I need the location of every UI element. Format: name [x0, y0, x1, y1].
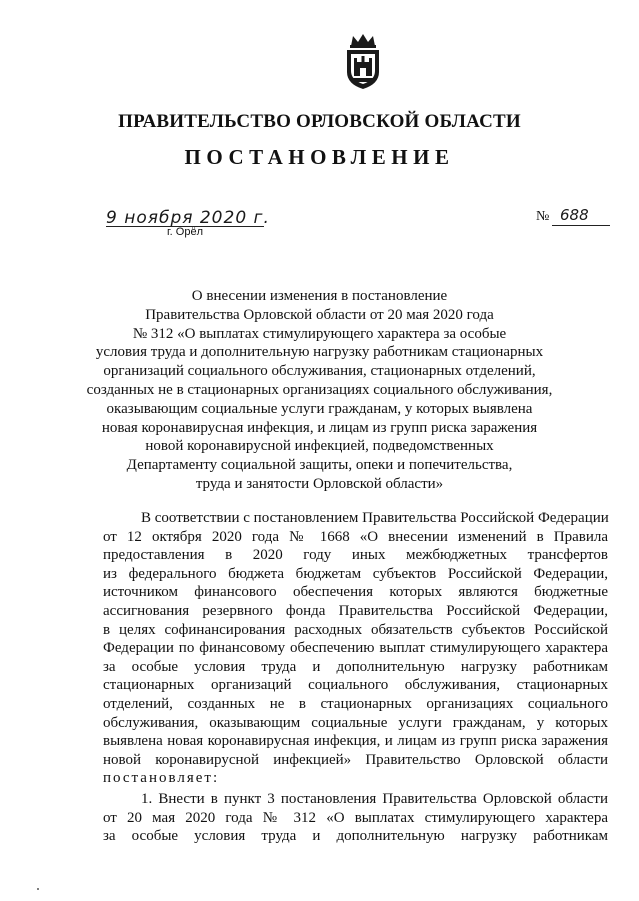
preamble-paragraph [103, 509, 608, 788]
subject-line: оказывающим социальные услуги гражданам, у которых выявлена [106, 400, 533, 417]
subject-line: труда и занятости Орловской области» [195, 475, 444, 492]
preamble-line: предоставления в 2020 году иных межбюджетных трансфертов [103, 547, 608, 564]
preamble-line: стационарных организаций социального обслуживания, стационарных [103, 677, 608, 694]
preamble-line: ассигнования резервного фонда Правительства Российской Федерации, [103, 602, 608, 619]
preamble-line: за особые условия труда и дополнительную нагрузку работникам [103, 658, 608, 675]
item-line: за особые условия труда и дополнительную нагрузку работникам [103, 828, 608, 845]
document-type: ПОСТАНОВЛЕНИЕ [184, 145, 455, 169]
scan-speck [37, 888, 39, 890]
item-1-paragraph [103, 790, 608, 846]
document-number: 688 [560, 206, 589, 224]
item-line: 1. Внести в пункт 3 постановления Правительства Орловской области [141, 791, 608, 807]
subject-line: условия труда и дополнительную нагрузку работникам стационарных [95, 344, 544, 361]
document-city: г. Орёл [167, 226, 203, 238]
document-date: 9 ноября 2020 г. [106, 208, 270, 228]
preamble-line: в целях софинансирования расходных обязательств субъектов Российской [103, 621, 608, 638]
preamble-line: В соответствии с постановлением Правительства Российской Федерации [141, 510, 609, 526]
subject-line: новая коронавирусная инфекция, и лицам из групп риска заражения [101, 419, 538, 436]
preamble-line: выявлена новая коронавирусная инфекция, и лицам из групп риска заражения [103, 733, 608, 750]
orel-coat-of-arms-icon [343, 32, 383, 90]
subject-line: О внесении изменения в постановление [191, 288, 448, 304]
preamble-line: Федерации по финансовому обеспечению выплат стимулирующего характера [103, 640, 608, 657]
resolves-word: постановляет: [103, 770, 220, 787]
preamble-line: от 12 октября 2020 года № 1668 «О внесении изменений в Правила [103, 528, 608, 545]
government-title: ПРАВИТЕЛЬСТВО ОРЛОВСКОЙ ОБЛАСТИ [118, 111, 521, 132]
item-line: от 20 мая 2020 года № 312 «О выплатах стимулирующего характера [103, 809, 608, 826]
number-underline [552, 225, 610, 226]
preamble-line: источником финансового обеспечения которых являются бюджетные [103, 584, 608, 601]
number-label: № [536, 209, 550, 224]
subject-line: Правительства Орловской области от 20 мая 2020 года [145, 306, 494, 323]
subject-line: созданных не в стационарных организациях социального обслуживания, [86, 381, 553, 398]
subject-line: № 312 «О выплатах стимулирующего характера за особые [132, 325, 507, 342]
preamble-line: из федерального бюджета бюджетам субъектов Российской Федерации, [103, 565, 608, 582]
preamble-line: отделений, созданных не в стационарных организациях социального [103, 695, 608, 712]
subject-line: новой коронавирусной инфекцией, подведомственных [145, 438, 494, 455]
subject-line: Департаменту социальной защиты, опеки и попечительства, [126, 457, 513, 474]
subject-line: организаций социального обслуживания, стационарных отделений, [103, 363, 536, 380]
preamble-line: новой коронавирусной инфекцией» Правительство Орловской области [103, 751, 608, 768]
preamble-line: обслуживания, оказывающим социальные услуги гражданам, у которых [103, 714, 608, 731]
document-subject [0, 287, 639, 494]
